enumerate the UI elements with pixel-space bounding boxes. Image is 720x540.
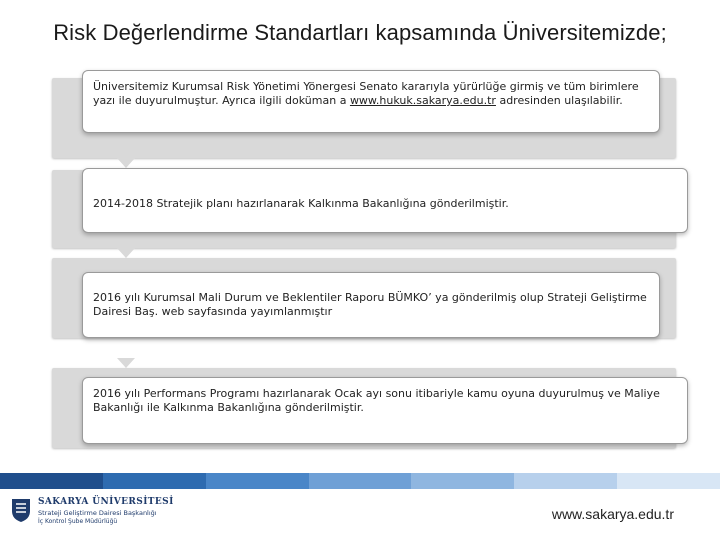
slide-title: Risk Değerlendirme Standartları kapsamında Üniversitemizde;: [53, 20, 667, 45]
band-segment: [206, 473, 309, 489]
crest-icon: [10, 497, 32, 523]
step-card: [82, 377, 688, 444]
down-arrow-icon: [117, 158, 135, 168]
university-logo[interactable]: [10, 495, 190, 535]
band-segment: [514, 473, 617, 489]
hukuk-link[interactable]: www.hukuk.sakarya.edu.tr: [349, 94, 496, 107]
logo-subtitle: Strateji Geliştirme Dairesi Başkanlığı: [38, 509, 157, 517]
band-segment: [103, 473, 206, 489]
band-segment: [617, 473, 720, 489]
step-card: [82, 272, 660, 338]
step-card: [82, 168, 688, 233]
footer-color-band: [0, 473, 720, 489]
band-segment: [0, 473, 103, 489]
step-text: Üniversitemiz Kurumsal Risk Yönetimi Yönergesi Senato kararıyla yürürlüğe girmiş ve tüm birimlere yazı ile duyurulmuştur. Ayrıca ilgili doküman a: [93, 80, 639, 107]
step-text-end: adresinden ulaşılabilir.: [495, 94, 623, 107]
step-text: 2014-2018 Stratejik planı hazırlanarak Kalkınma Bakanlığına gönderilmiştir.: [93, 197, 509, 210]
down-arrow-icon: [117, 248, 135, 258]
step-card: [82, 70, 660, 133]
band-segment: [309, 473, 412, 489]
step-text: 2016 yılı Kurumsal Mali Durum ve Beklentiler Raporu BÜMKO’ ya gönderilmiş olup Strateji Geliştirme Dairesi Baş. web sayfasında yayımlanmıştır: [93, 291, 647, 318]
step-text: 2016 yılı Performans Programı hazırlanarak Ocak ayı sonu itibariyle kamu oyuna duyurulmuş ve Maliye Bakanlığı ile Kalkınma Bakanlığına gönderilmiştir.: [93, 387, 660, 414]
down-arrow-icon: [117, 358, 135, 368]
band-segment: [411, 473, 514, 489]
website-link[interactable]: www.sakarya.edu.tr: [551, 506, 674, 522]
logo-subtitle-2: İç Kontrol Şube Müdürlüğü: [38, 518, 118, 525]
logo-name: SAKARYA ÜNİVERSİTESİ: [38, 497, 174, 507]
